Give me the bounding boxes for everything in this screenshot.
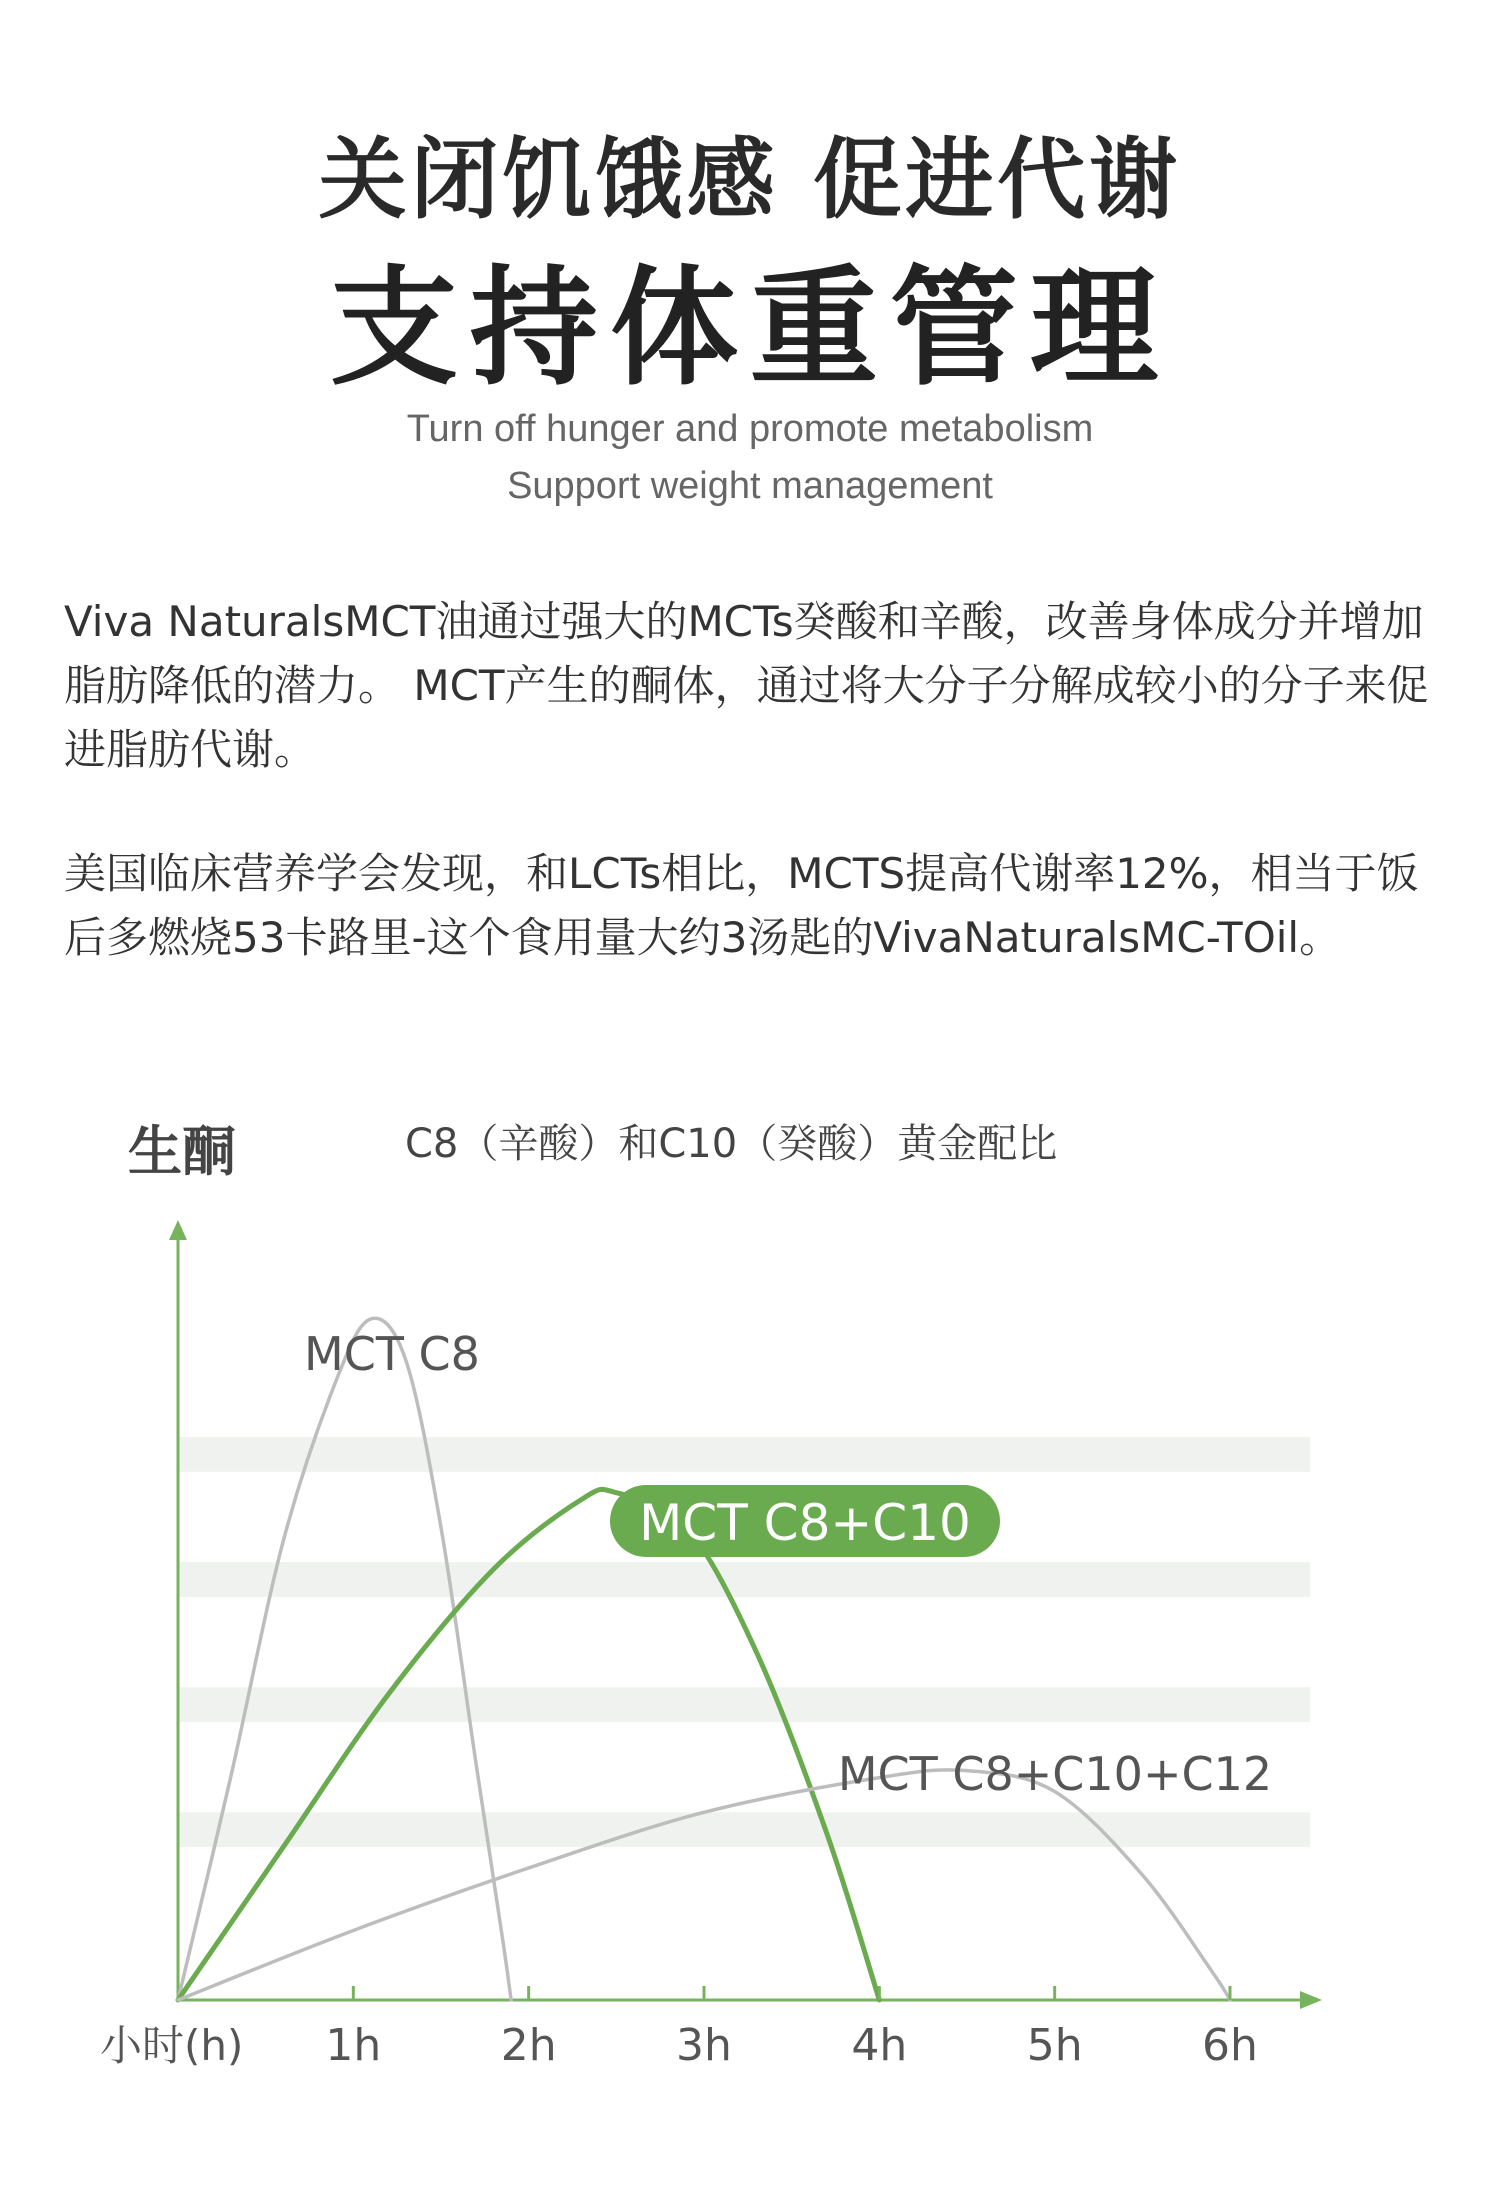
grid-band-1 xyxy=(178,1437,1310,1472)
x-axis-arrow xyxy=(1300,1991,1322,2009)
paragraph-1 xyxy=(64,590,1444,782)
series-line-3 xyxy=(178,1770,1230,2000)
english-subtitle-line1: Turn off hunger and promote metabolism xyxy=(406,408,1094,450)
series-label-1: MCT C8 xyxy=(304,1327,480,1381)
x-tick-label-2h: 2h xyxy=(500,2020,557,2071)
grid-band-3 xyxy=(178,1687,1310,1722)
x-tick-label-6h: 6h xyxy=(1202,2020,1258,2071)
series-lines xyxy=(178,1318,1272,2000)
y-axis-label: 生酮 xyxy=(128,1120,236,1183)
grid-band-4 xyxy=(178,1812,1310,1847)
series-line-1 xyxy=(178,1318,511,2000)
english-subtitle-line2: Support weight management xyxy=(507,465,993,507)
x-axis-label: 小时(h) xyxy=(100,2021,244,2070)
paragraph-1-text: Viva NaturalsMCT油通过强大的MCTs癸酸和辛酸，改善身体成分并增加脂肪降低的潜力。 MCT产生的酮体，通过将大分子分解成较小的分子来促进脂肪代谢。 xyxy=(64,597,1429,774)
chart-title: C8（辛酸）和C10（癸酸）黄金配比 xyxy=(405,1121,1058,1167)
series-label-2: MCT C8+C10 xyxy=(639,1494,971,1552)
x-tick-label-3h: 3h xyxy=(676,2020,732,2071)
x-tick-label-5h: 5h xyxy=(1026,2020,1083,2071)
paragraph-2 xyxy=(64,842,1444,970)
page-title-line2: 支持体重管理 xyxy=(329,254,1170,403)
grid-band-2 xyxy=(178,1562,1310,1597)
x-tick-label-4h: 4h xyxy=(851,2020,908,2071)
paragraph-2-text: 美国临床营养学会发现，和LCTs相比，MCTS提高代谢率12%，相当于饭后多燃烧53卡路里-这个食用量大约3汤匙的VivaNaturalsMC-TOil。 xyxy=(64,849,1419,962)
x-tick-label-1h: 1h xyxy=(325,2020,382,2071)
y-axis-arrow xyxy=(169,1220,187,1240)
page-title-line1: 关闭饥饿感 促进代谢 xyxy=(318,128,1182,231)
series-label-3: MCT C8+C10+C12 xyxy=(837,1747,1273,1801)
ketone-chart xyxy=(0,1090,1500,2208)
